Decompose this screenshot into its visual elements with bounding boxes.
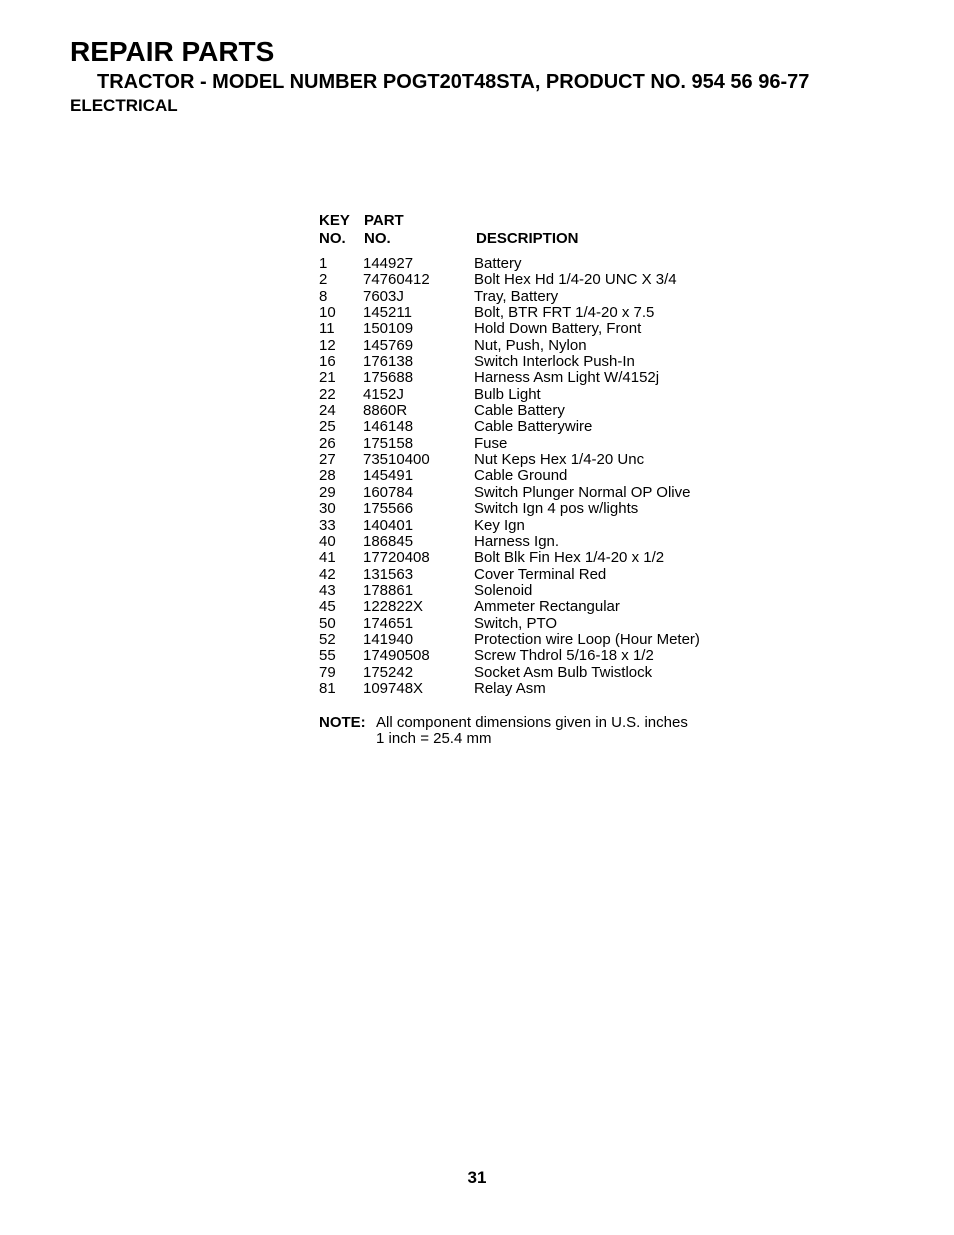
key-number: 52	[319, 630, 336, 648]
part-number: 17490508	[363, 647, 430, 665]
part-number: 74760412	[363, 271, 430, 289]
key-number: 50	[319, 614, 336, 632]
key-number: 10	[319, 304, 336, 322]
page-title: REPAIR PARTS	[70, 36, 275, 67]
part-description: Switch Ign 4 pos w/lights	[474, 500, 639, 518]
section-heading: ELECTRICAL	[70, 96, 178, 115]
part-description: Hold Down Battery, Front	[474, 320, 642, 338]
key-number: 30	[319, 500, 336, 518]
key-number: 11	[319, 320, 335, 338]
part-number: 4152J	[363, 385, 404, 403]
key-number: 24	[319, 402, 336, 420]
part-description: Protection wire Loop (Hour Meter)	[474, 630, 700, 648]
key-number: 42	[319, 565, 336, 583]
part-description: Cable Batterywire	[474, 418, 593, 436]
key-number: 43	[319, 581, 336, 599]
part-header-line2: NO.	[364, 230, 391, 247]
part-number: 145769	[363, 336, 414, 354]
key-header-line2: NO.	[319, 230, 346, 247]
part-description: Switch Interlock Push-In	[474, 353, 635, 371]
model-subtitle: TRACTOR - MODEL NUMBER POGT20T48STA, PRODUCT NO. 954 56 96-77	[97, 71, 810, 93]
key-number: 79	[319, 663, 336, 681]
note-line2: 1 inch = 25.4 mm	[376, 730, 492, 747]
part-number: 174651	[363, 614, 414, 632]
key-number: 29	[319, 483, 336, 501]
part-description: Bolt Blk Fin Hex 1/4-20 x 1/2	[474, 549, 665, 567]
key-number: 16	[319, 353, 336, 371]
part-number: 178861	[363, 581, 414, 599]
part-number: 8860R	[363, 402, 408, 420]
part-description: Bolt, BTR FRT 1/4-20 x 7.5	[474, 304, 655, 322]
part-number: 140401	[363, 516, 414, 534]
page-number: 31	[467, 1168, 487, 1187]
part-number: 122822X	[363, 598, 424, 616]
key-number: 21	[319, 369, 336, 387]
part-description: Cover Terminal Red	[474, 565, 607, 583]
key-header-line1: KEY	[319, 212, 350, 229]
part-description: Harness Ign.	[474, 532, 560, 550]
key-number: 40	[319, 532, 336, 550]
part-number: 175242	[363, 663, 414, 681]
part-number: 145491	[363, 467, 414, 485]
part-number: 150109	[363, 320, 414, 338]
note	[319, 715, 688, 747]
key-number: 25	[319, 418, 336, 436]
key-number: 12	[319, 336, 336, 354]
key-number: 41	[319, 549, 336, 567]
part-description: Cable Battery	[474, 402, 565, 420]
key-number: 8	[319, 287, 328, 305]
part-number: 145211	[363, 304, 412, 322]
key-number: 1	[319, 255, 328, 272]
part-description: Socket Asm Bulb Twistlock	[474, 663, 653, 681]
part-description: Ammeter Rectangular	[474, 598, 620, 616]
part-description: Switch, PTO	[474, 614, 558, 632]
part-description: Key Ign	[474, 516, 525, 534]
part-number: 160784	[363, 483, 414, 501]
part-number: 175158	[363, 434, 414, 452]
description-header: DESCRIPTION	[476, 230, 579, 247]
part-description: Fuse	[474, 434, 508, 452]
key-number: 45	[319, 598, 336, 616]
key-number: 2	[319, 271, 328, 289]
part-description: Solenoid	[474, 581, 533, 599]
part-description: Bulb Light	[474, 385, 541, 403]
key-number: 28	[319, 467, 336, 485]
key-number: 55	[319, 647, 336, 665]
part-number: 175566	[363, 500, 414, 518]
note-label: NOTE:	[319, 714, 366, 731]
part-description: Screw Thdrol 5/16-18 x 1/2	[474, 647, 654, 665]
part-header-line1: PART	[364, 212, 404, 229]
part-number: 131563	[363, 565, 414, 583]
part-description: Bolt Hex Hd 1/4-20 UNC X 3/4	[474, 271, 677, 289]
part-description: Switch Plunger Normal OP Olive	[474, 483, 691, 501]
part-number: 175688	[363, 369, 414, 387]
part-number: 186845	[363, 532, 414, 550]
key-number: 22	[319, 385, 336, 403]
part-description: Relay Asm	[474, 679, 546, 697]
part-number: 146148	[363, 418, 414, 436]
part-description: Battery	[474, 255, 522, 272]
part-number: 109748X	[363, 679, 424, 697]
key-number: 27	[319, 451, 336, 469]
note-line1: All component dimensions given in U.S. inches	[376, 714, 688, 731]
part-description: Nut Keps Hex 1/4-20 Unc	[474, 451, 645, 469]
part-number: 176138	[363, 353, 414, 371]
part-number: 141940	[363, 630, 414, 648]
key-number: 81	[319, 679, 336, 697]
part-number: 73510400	[363, 451, 430, 469]
part-number: 7603J	[363, 287, 404, 305]
key-number: 33	[319, 516, 336, 534]
part-number: 17720408	[363, 549, 430, 567]
part-description: Nut, Push, Nylon	[474, 336, 587, 354]
part-description: Cable Ground	[474, 467, 568, 485]
key-number: 26	[319, 434, 336, 452]
part-number: 144927	[363, 255, 414, 272]
part-description: Harness Asm Light W/4152j	[474, 369, 660, 387]
part-description: Tray, Battery	[474, 287, 559, 305]
